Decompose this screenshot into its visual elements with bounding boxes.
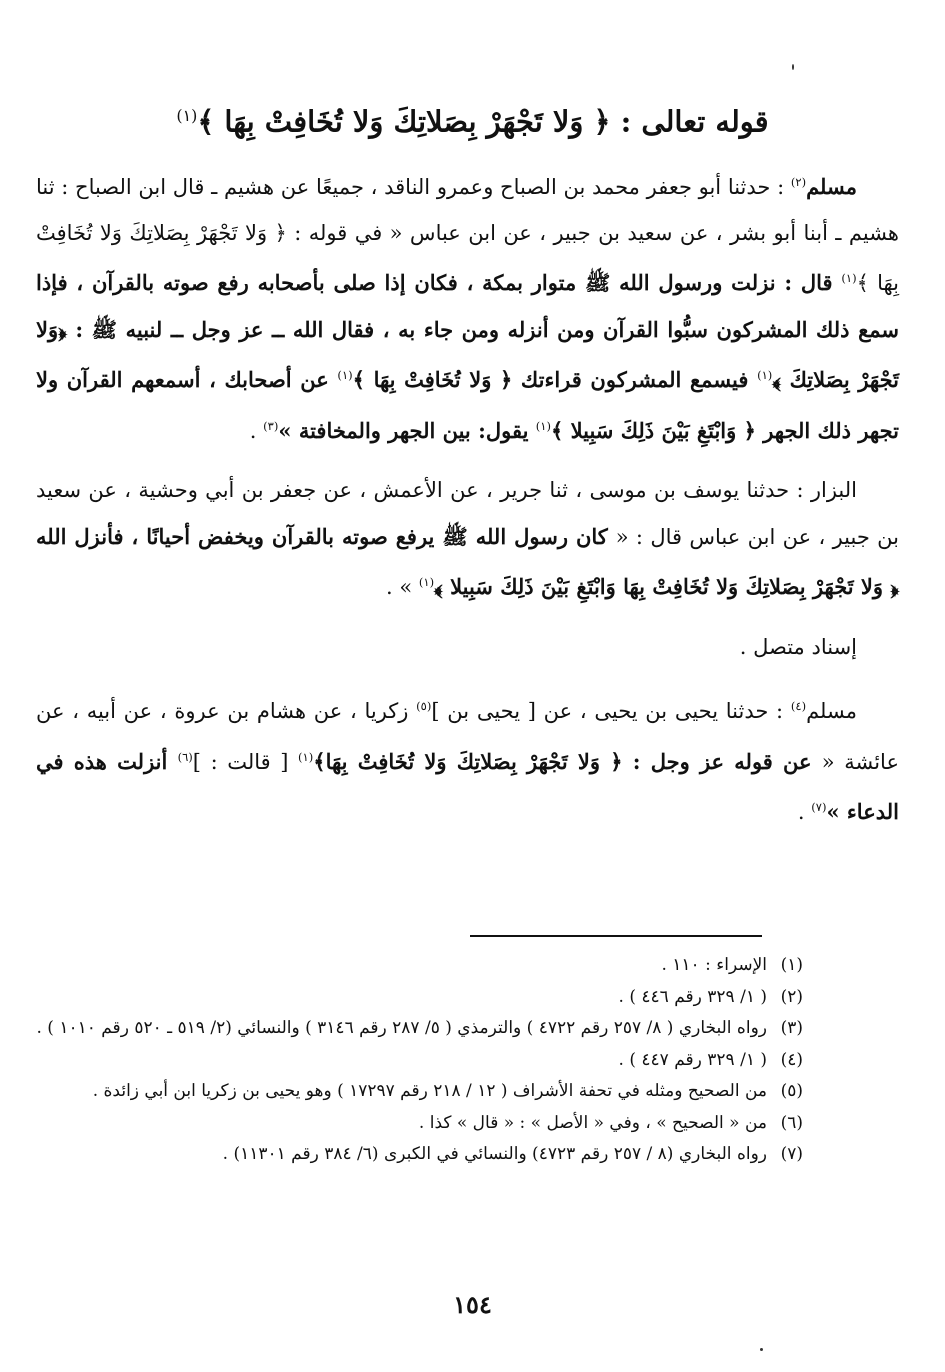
footnote-ref: (٤)	[790, 699, 807, 713]
footnote-item	[26, 982, 803, 1014]
paragraph-isnad-note	[36, 625, 899, 671]
footnote-number: (٢)	[780, 986, 803, 1007]
footnote-item	[26, 1139, 803, 1171]
source-name: البزار	[810, 478, 857, 502]
heading-text: قوله تعالى : ﴿ وَلا تَجْهَرْ بِصَلاتِكَ وَلا تُخَافِتْ بِهَا ﴾	[197, 104, 769, 139]
matn-text: قال : نزلت ورسول الله ﷺ متوار بمكة ، فكان إذا صلى بأصحابه رفع صوته بالقرآن ، فإذا سمع ذلك المشركون سبُّوا القرآن ومن أنزله ومن جاء به ، فقال الله ــ عز وجل ــ لنبيه ﷺ : ﴿وَلا تَجْهَرْ بِصَلاتِكَ ﴾	[36, 270, 900, 392]
footnote-text: رواه البخاري ( ٨/ ٢٥٧ رقم ٤٧٢٢ ) والترمذي ( ٥/ ٢٨٧ رقم ٣١٤٦ ) والنسائي (٢/ ٥١٩ ـ ٥٢٠ رقم ١٠١٠ ) .	[36, 1018, 767, 1038]
footnote-ref: (٢)	[790, 175, 807, 189]
footnote-ref: (١)	[298, 749, 314, 764]
footnote-ref: (٦)	[177, 749, 193, 764]
bracket-text: [ قالت : ]	[192, 749, 299, 774]
footnote-ref: (٧)	[811, 800, 827, 814]
paragraph-end: .	[249, 418, 264, 443]
paragraph-muslim-2	[36, 684, 899, 836]
footnote-ref: (١)	[757, 368, 773, 382]
matn-text: كان رسول الله ﷺ يرفع صوته بالقرآن ويخفض أحيانًا ، فأنزل الله ﴿ وَلا تَجْهَرْ بِصَلاتِكَ وَلا تُخَافِتْ بِهَا وَابْتَغِ بَيْنَ ذَلِكَ سَبِيلا ﴾	[36, 523, 899, 599]
footnote-number: (٤)	[780, 1049, 803, 1070]
main-text	[36, 160, 899, 836]
paragraph-muslim-1	[36, 160, 899, 454]
isnad-text: : حدثنا أبو جعفر محمد بن الصباح وعمرو الناقد ، جميعًا عن هشيم ـ قال ابن الصباح : ثنا هشيم ـ أبنا أبو بشر ، عن سعيد بن جبير ، عن ابن عباس « في قوله : ﴿ وَلا تَجْهَرْ بِصَلاتِكَ وَلا تُخَافِتْ بِهَا ﴾	[36, 175, 900, 295]
matn-text: عن أصحابك ، أسمعهم القرآن ولا تجهر ذلك الجهر ﴿ وَابْتَغِ بَيْنَ ذَلِكَ سَبِيلا ﴾	[36, 367, 899, 443]
footnote-item	[26, 1108, 803, 1140]
footnote-item	[26, 1045, 803, 1077]
footnote-item	[26, 1013, 803, 1045]
footnote-ref: (١)	[418, 575, 435, 589]
matn-text: عن قوله عز وجل : ﴿ وَلا تَجْهَرْ بِصَلاتِكَ وَلا تُخَافِتْ بِهَا﴾	[313, 748, 822, 774]
isnad-text: : حدثنا يوسف بن موسى ، ثنا جرير ، عن الأعمش ، عن جعفر بن أبي وحشية ، عن سعيد بن جبير ، عن ابن عباس قال : «	[36, 478, 900, 549]
footnote-ref: (١)	[535, 418, 551, 433]
paragraph-end: » .	[386, 575, 419, 599]
footnote-text: رواه البخاري (٨ / ٢٥٧ رقم ٤٧٢٣) والنسائي في الكبرى (٦/ ٣٨٤ رقم ١١٣٠١) .	[222, 1144, 767, 1164]
footnotes	[26, 950, 803, 1171]
footnote-item	[26, 1076, 803, 1108]
footnote-number: (٣)	[780, 1018, 803, 1038]
footnote-item	[26, 950, 803, 982]
footnote-number: (٧)	[780, 1144, 803, 1164]
footnote-divider	[470, 935, 762, 937]
matn-text: فيسمع المشركون قراءتك ﴿ وَلا تُخَافِتْ بِهَا ﴾	[352, 367, 758, 392]
footnote-text: الإسراء : ١١٠ .	[661, 955, 767, 975]
footnote-number: (١)	[780, 955, 803, 975]
section-heading	[120, 96, 825, 142]
matn-text: أنزلت هذه في الدعاء »	[36, 748, 899, 824]
footnote-text: من « الصحيح » ، وفي « الأصل » : « قال » كذا .	[418, 1112, 767, 1133]
footnote-ref: (٥)	[416, 699, 432, 713]
isnad-note-text: إسناد متصل .	[739, 634, 857, 659]
isnad-text: : حدثنا يحيى بن يحيى ، عن [ يحيى بن ]	[431, 699, 791, 723]
page-number: ١٥٤	[453, 1290, 492, 1319]
footnote-number: (٥)	[780, 1081, 803, 1101]
footnote-ref: (٣)	[263, 418, 279, 433]
paragraph-end: .	[797, 800, 812, 824]
footnote-text: ( ١/ ٣٢٩ رقم ٤٤٧ ) .	[618, 1049, 767, 1070]
footnote-number: (٦)	[780, 1112, 803, 1133]
scan-speck	[792, 64, 794, 70]
footnote-text: ( ١/ ٣٢٩ رقم ٤٤٦ ) .	[618, 986, 767, 1007]
scan-speck	[760, 1348, 763, 1351]
paragraph-bazzar	[36, 468, 899, 611]
footnote-ref: (١)	[841, 271, 857, 285]
footnote-text: من الصحيح ومثله في تحفة الأشراف ( ١٢ / ٢١٨ رقم ١٧٢٩٧ ) وهو يحيى بن زكريا ابن أبي زائدة .	[92, 1081, 767, 1101]
footnote-ref: (١)	[337, 368, 353, 382]
isnad-text: زكريا ، عن هشام بن عروة ، عن أبيه ، عن عائشة «	[36, 699, 899, 774]
matn-text: يقول: بين الجهر والمخافتة »	[278, 417, 536, 443]
source-name: مسلم	[806, 174, 857, 199]
heading-footnote-ref: (١)	[176, 106, 198, 125]
source-name: مسلم	[806, 699, 857, 723]
